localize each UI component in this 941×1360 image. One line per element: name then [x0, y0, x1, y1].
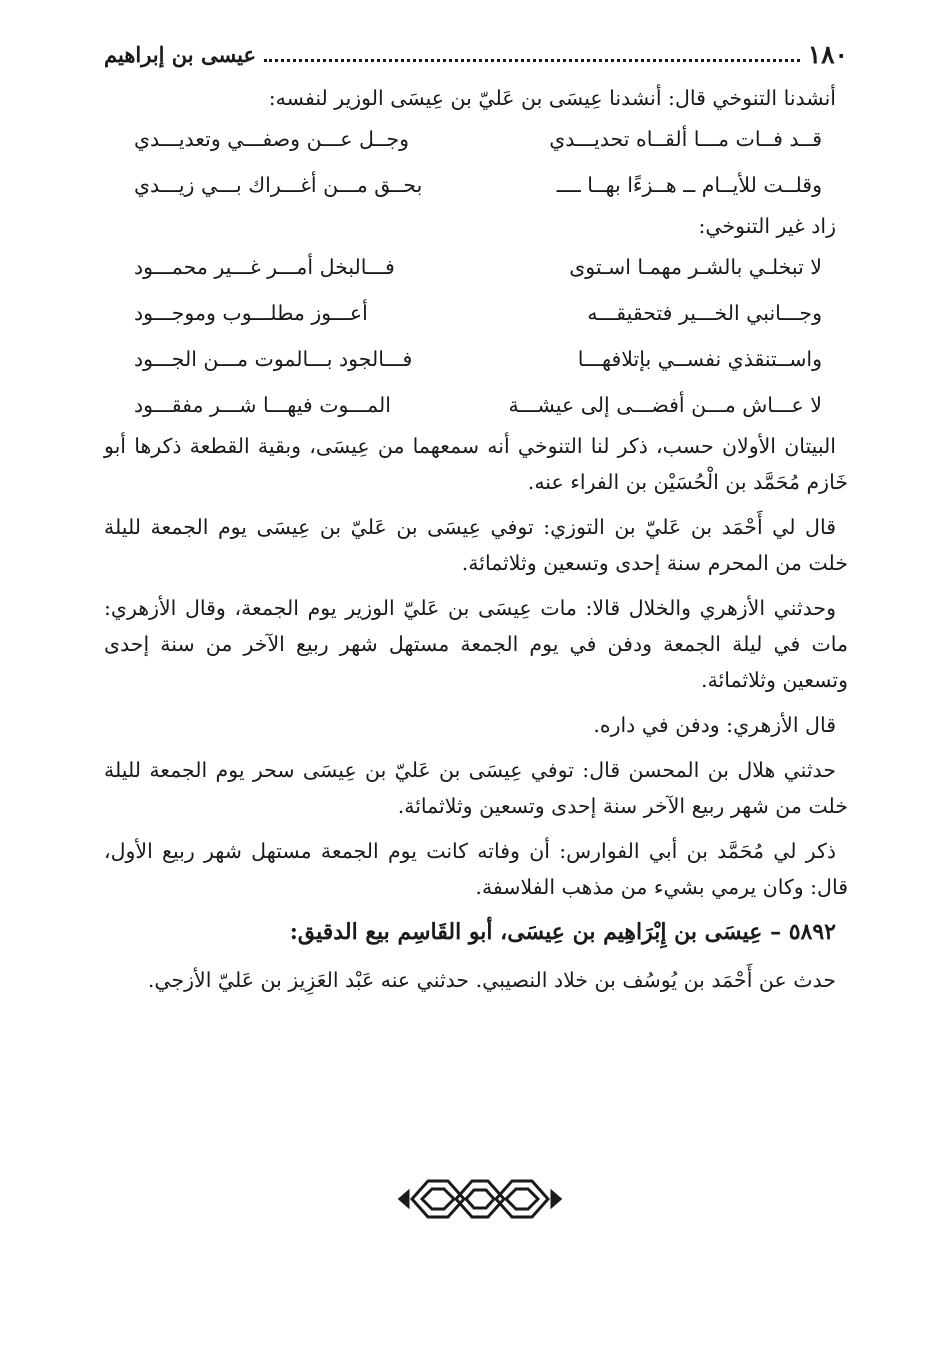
body-paragraph: قال لي أَحْمَد بن عَليّ بن التوزي: توفي عِيسَى بن عَليّ بن عِيسَى يوم الجمعة لليلة خلت من المحرم سنة إحدى وتسعين وثلاثمائة.	[104, 515, 848, 575]
body-paragraph: حدث عن أَحْمَد بن يُوسُف بن خلاد النصيبي. حدثني عنه عَبْد العَزِيز بن عَليّ الأزجي.	[147, 968, 836, 992]
entry-heading: ٥٨٩٢ – عِيسَى بن إِبْرَاهِيم بن عِيسَى، أبو القَاسِم بيع الدقيق:	[289, 919, 836, 945]
page-number: ١٨٠	[807, 39, 848, 69]
header-dotted-leader	[264, 59, 800, 62]
verse-first-hemistich: وقلــت للأيــام ــ هــزءًا بهــا ــــ	[556, 173, 822, 197]
verse-second-hemistich: بحــق مـــن أغـــراك بـــي زيـــدي	[134, 173, 423, 197]
running-title: عيسى بن إبراهيم	[104, 41, 257, 67]
verse-first-hemistich: لا عـــاش مـــن أفضـــى إلى عيشـــة	[508, 393, 822, 417]
page-body	[104, 80, 848, 1007]
addition-line: زاد غير التنوخي:	[698, 214, 836, 238]
verse-line	[104, 116, 848, 162]
verse-first-hemistich: وجـــانبي الخـــير فتحقيقـــه	[587, 301, 822, 325]
body-paragraph: قال الأزهري: ودفن في داره.	[593, 713, 836, 737]
body-paragraph: ذكر لي مُحَمَّد بن أبي الفوارس: أن وفاته كانت يوم الجمعة مستهل شهر ربيع الأول، قال: وكان يرمي بشيء من مذهب الفلاسفة.	[104, 839, 848, 899]
interlaced-star-ornament-icon	[398, 1176, 562, 1222]
body-paragraph: البيتان الأولان حسب، ذكر لنا التنوخي أنه سمعهما من عِيسَى، وبقية القطعة ذكرها أبو خَازم مُحَمَّد بن الْحُسَيْن بن الفراء عنه.	[104, 434, 848, 494]
verse-second-hemistich: وجــل عـــن وصفـــي وتعديـــدي	[134, 127, 410, 151]
verse-line	[104, 290, 848, 336]
verse-second-hemistich: فـــالبخل أمـــر غـــير محمـــود	[134, 255, 395, 279]
verse-line	[104, 162, 848, 208]
verse-first-hemistich: قــد فــات مـــا ألقــاه تحديـــدي	[549, 127, 822, 151]
verse-line	[104, 244, 848, 290]
verse-line	[104, 382, 848, 428]
page-header	[104, 34, 848, 74]
verse-first-hemistich: لا تبخلـي بالشـر مهمـا اسـتوى	[569, 255, 822, 279]
verse-second-hemistich: أعـــوز مطلـــوب وموجـــود	[134, 301, 368, 325]
verse-second-hemistich: فـــالجود بـــالموت مـــن الجـــود	[134, 347, 413, 371]
verse-second-hemistich: المـــوت فيهـــا شـــر مفقـــود	[134, 393, 391, 417]
verse-line	[104, 336, 848, 382]
body-paragraph: حدثني هلال بن المحسن قال: توفي عِيسَى بن عَليّ بن عِيسَى سحر يوم الجمعة لليلة خلت من شهر ربيع الآخر سنة إحدى وتسعين وثلاثمائة.	[104, 758, 848, 818]
body-paragraph: وحدثني الأزهري والخلال قالا: مات عِيسَى بن عَليّ الوزير يوم الجمعة، وقال الأزهري: مات في ليلة الجمعة ودفن في يوم الجمعة مستهل شهر ربيع الآخر من سنة إحدى وتسعين وثلاثمائة.	[104, 596, 848, 692]
verse-first-hemistich: واســتنقذي نفســي بإتلافهـــا	[577, 347, 822, 371]
intro-line: أنشدنا التنوخي قال: أنشدنا عِيسَى بن عَليّ بن عِيسَى الوزير لنفسه:	[268, 86, 836, 110]
